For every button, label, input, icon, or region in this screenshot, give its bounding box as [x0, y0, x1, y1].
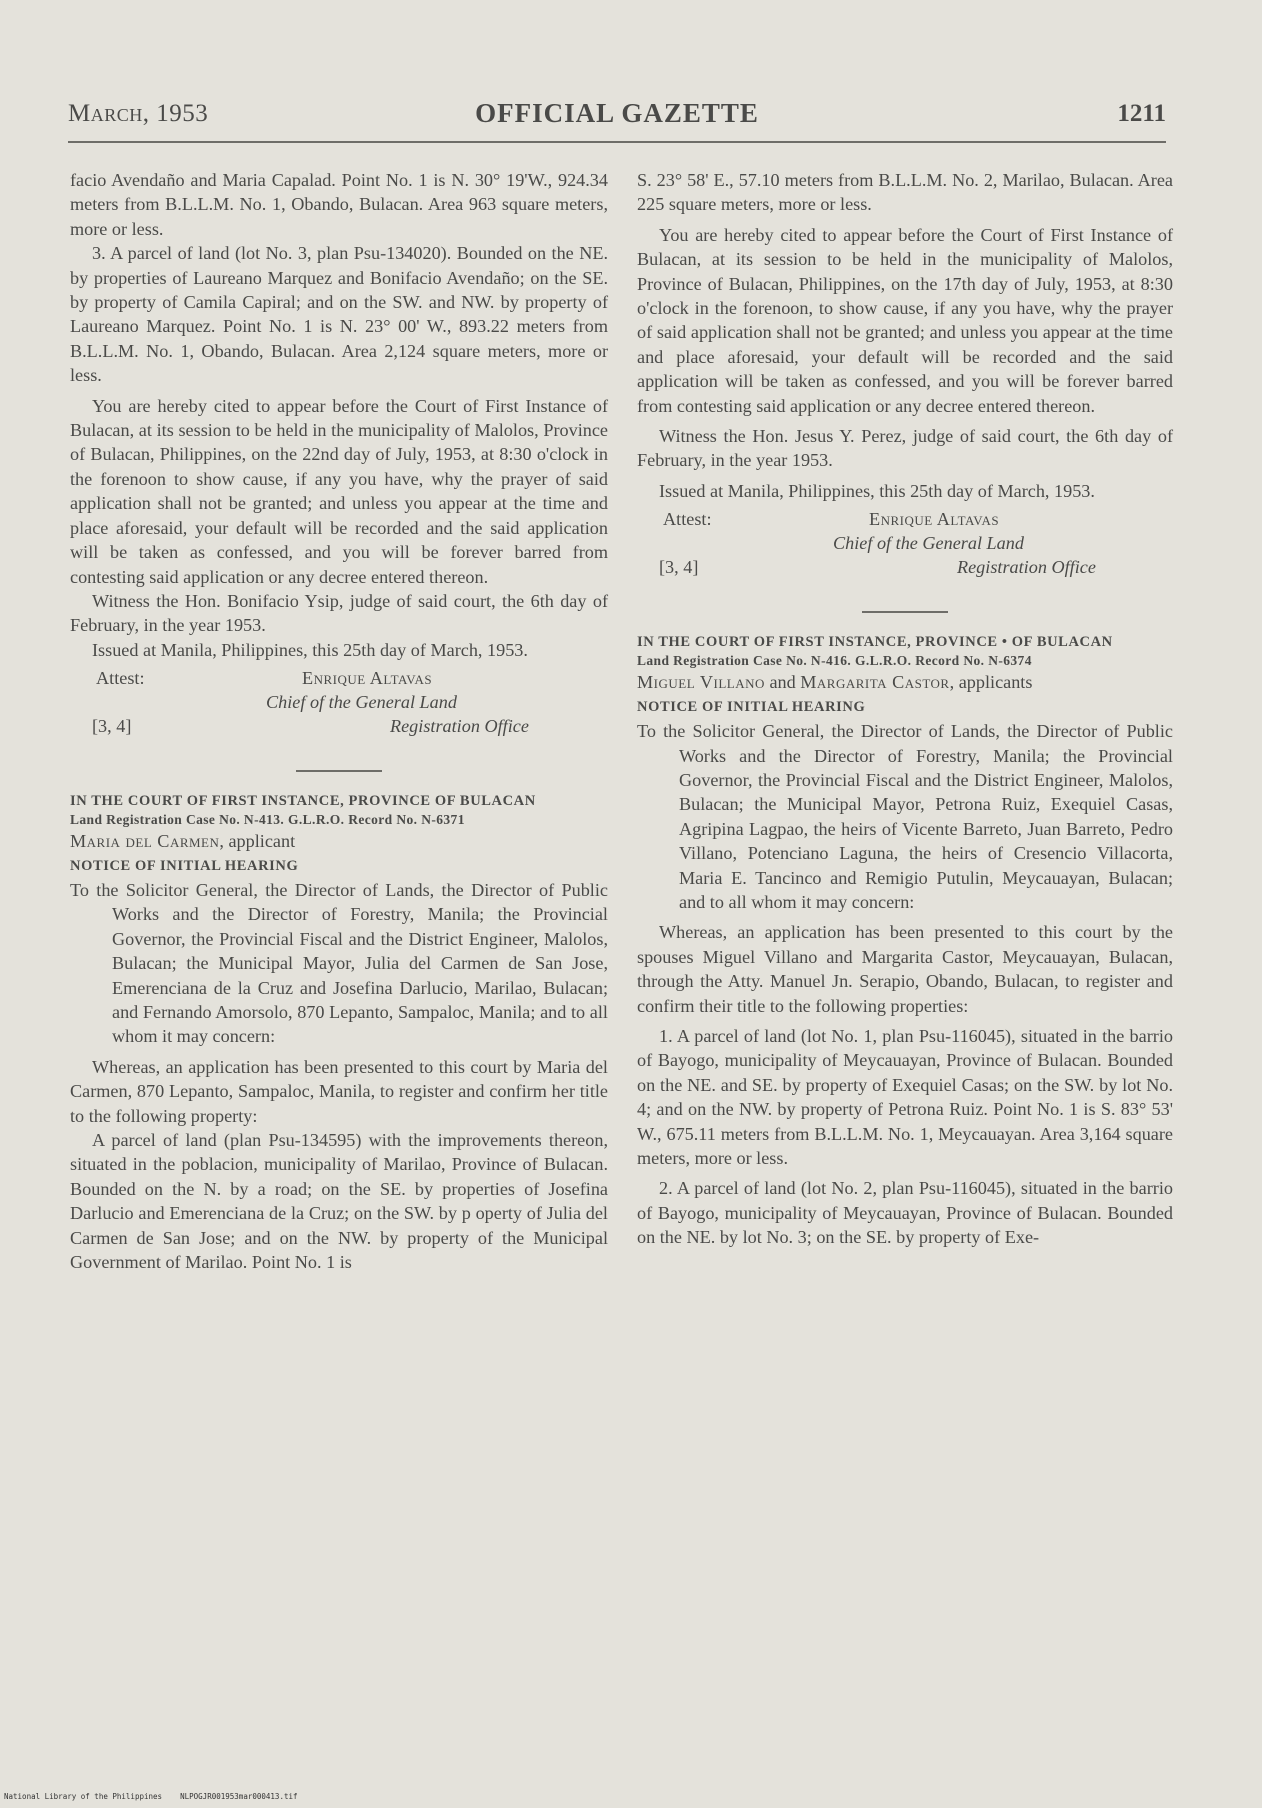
applicant-label: , applicant: [219, 831, 296, 852]
left-paragraph-1: facio Avendaño and Maria Capalad. Point No. 1 is N. 30° 19'W., 924.34 meters from B.L.L.M. No. 1, Obando, Bulacan. Area 963 square meters, more or less.: [70, 170, 608, 239]
attest-title-line-2: Registration Office: [957, 557, 1096, 578]
attest-label: Attest:: [96, 668, 145, 689]
case-number: Land Registration Case No. N-416. G.L.R.O. Record No. N-6374: [637, 653, 1032, 669]
header-publication-title: OFFICIAL GAZETTE: [475, 98, 759, 128]
addressees-list: To the Solicitor General, the Director of Lands, the Director of Public Works and the Director of Forestry, Manila; the Provincial Governor, the Provincial Fiscal and the District Engineer, Malolos, Bulacan; the Municipal Mayor, Petrona Ruiz, Exequiel Casas, Agripina Lagpao, the heirs of Vicente Barreto, Juan Barreto, Pedro Villano, Potenciano Laguna, the heirs of Cresencio Villacorta, Maria E. Tancinco and Remigio Putulin, Meycauayan, Bulacan; and to all whom it may concern:: [637, 721, 1173, 912]
section-divider: [862, 611, 948, 613]
right-attest-block: [637, 505, 1173, 583]
left-paragraph-witness: Witness the Hon. Bonifacio Ysip, judge of said court, the 6th day of February, in the year 1953.: [70, 590, 608, 636]
notice-title: NOTICE OF INITIAL HEARING: [637, 698, 866, 715]
applicant-line: [70, 829, 608, 853]
left-paragraph-lot-3: 3. A parcel of land (lot No. 3, plan Psu-134020). Bounded on the NE. by properties of Laureano Marquez and Bonifacio Avendaño; on the SE. by property of Camila Capiral; and on the SW. and NW. by property of Laureano Marquez. Point No. 1 is N. 23° 00' W., 893.22 meters from B.L.L.M. No. 1, Obando, Bulacan. Area 2,124 square meters, more or less.: [70, 243, 608, 386]
applicants-label: , applicants: [949, 672, 1033, 693]
left-paragraph-parcel: A parcel of land (plan Psu-134595) with the improvements thereon, situated in the poblacion, municipality of Marilao, Province of Bulacan. Bounded on the N. by a road; on the SE. by properties of Josefina Darlucio and Emerenciana de la Cruz; on the SW. by p operty of Julia del Carmen de San Jose; and on the NW. by property of the Municipal Government of Marilao. Point No. 1 is: [70, 1130, 608, 1273]
applicant-name-1: Miguel Villano: [637, 672, 765, 693]
section-divider: [296, 770, 382, 772]
header-page-number: 1211: [1117, 100, 1166, 127]
right-paragraph-lot-1: 1. A parcel of land (lot No. 1, plan Psu-116045), situated in the barrio of Bayogo, municipality of Meycauayan, Province of Bulacan. Bounded on the NE. and SE. by property of Exequiel Casas; on the SW. by lot No. 4; and on the NW. by property of Petrona Ruiz. Point No. 1 is S. 83° 53' W., 675.11 meters from B.L.L.M. No. 1, Meycauayan. Area 3,164 square meters, more or less.: [637, 1025, 1173, 1168]
right-column: [637, 168, 1173, 1250]
right-paragraph-witness: Witness the Hon. Jesus Y. Perez, judge of said court, the 6th day of February, in the year 1953.: [637, 426, 1173, 471]
right-paragraph-whereas: Whereas, an application has been presented to this court by the spouses Miguel Villano and Margarita Castor, Meycauayan, Bulacan, through the Atty. Manuel Jn. Serapio, Obando, Bulacan, to register and confirm their title to the following properties:: [637, 922, 1173, 1016]
right-paragraph-1: S. 23° 58' E., 57.10 meters from B.L.L.M. No. 2, Marilao, Bulacan. Area 225 square meters, more or less.: [637, 170, 1173, 215]
attest-title-line-2: Registration Office: [390, 716, 529, 737]
court-heading: IN THE COURT OF FIRST INSTANCE, PROVINCE OF BULACAN: [70, 793, 536, 810]
left-attest-block: [70, 664, 608, 742]
attest-signatory: Enrique Altavas: [869, 509, 1000, 530]
left-column: [70, 168, 608, 1274]
applicant-name: Maria del Carmen: [70, 831, 220, 852]
attest-title-line-1: Chief of the General Land: [266, 692, 457, 713]
notice-title: NOTICE OF INITIAL HEARING: [70, 857, 299, 874]
page-header: [68, 100, 1166, 140]
attest-issue-code: [3, 4]: [92, 716, 132, 737]
attest-issue-code: [3, 4]: [659, 557, 699, 578]
right-paragraph-citation: You are hereby cited to appear before the Court of First Instance of Bulacan, at its session to be held in the municipality of Malolos, Province of Bulacan, Philippines, on the 17th day of July, 1953, at 8:30 o'clock in the forenoon, to show cause, if any you have, why the prayer of said application shall not be granted; and unless you appear at the time and place aforesaid, your default will be recorded and the said application will be taken as confessed, and you will be forever barred from contesting said application or any decree entered thereon.: [637, 224, 1173, 416]
right-paragraph-issued: Issued at Manila, Philippines, this 25th day of March, 1953.: [659, 480, 1095, 501]
left-paragraph-citation: You are hereby cited to appear before the Court of First Instance of Bulacan, at its session to be held in the municipality of Malolos, Province of Bulacan, Philippines, on the 22nd day of July, 1953, at 8:30 o'clock in the forenoon to show cause, if any you have, why the prayer of said application shall not be granted; and unless you appear at the time and place aforesaid, your default will be recorded and the said application will be taken as confessed, and you will be forever barred from contesting said application or any decree entered thereon.: [70, 395, 608, 587]
attest-title-line-1: Chief of the General Land: [833, 533, 1024, 554]
applicant-name-2: Margarita Castor: [800, 672, 950, 693]
scan-footer: National Library of the Philippines NLPOGJR001953mar000413.tif: [4, 1792, 298, 1801]
court-heading: IN THE COURT OF FIRST INSTANCE, PROVINCE • OF BULACAN: [637, 634, 1113, 651]
applicant-conjunction: and: [764, 672, 801, 693]
right-paragraph-lot-2: 2. A parcel of land (lot No. 2, plan Psu-116045), situated in the barrio of Bayogo, municipality of Meycauayan, Province of Bulacan. Bounded on the NE. by lot No. 3; on the SE. by property of Exe-: [637, 1178, 1173, 1248]
left-paragraph-issued: Issued at Manila, Philippines, this 25th day of March, 1953.: [92, 639, 528, 660]
attest-label: Attest:: [663, 509, 712, 530]
addressees-list: To the Solicitor General, the Director of Lands, the Director of Public Works and the Director of Forestry, Manila; the Provincial Governor, the Provincial Fiscal and the District Engineer, Malolos, Bulacan; the Municipal Mayor, Julia del Carmen de San Jose, Emerenciana de la Cruz and Josefina Darlucio, Marilao, Bulacan; and Fernando Amorsolo, 870 Lepanto, Sampaloc, Manila; and to all whom it may concern:: [70, 879, 608, 1047]
header-rule: [68, 141, 1166, 143]
left-paragraph-whereas: Whereas, an application has been presented to this court by Maria del Carmen, 870 Lepanto, Sampaloc, Manila, to register and confirm her title to the following property:: [70, 1056, 608, 1126]
case-number: Land Registration Case No. N-413. G.L.R.O. Record No. N-6371: [70, 812, 465, 828]
attest-signatory: Enrique Altavas: [302, 668, 433, 689]
header-date: March, 1953: [68, 100, 209, 127]
applicants-line: [637, 670, 1173, 694]
